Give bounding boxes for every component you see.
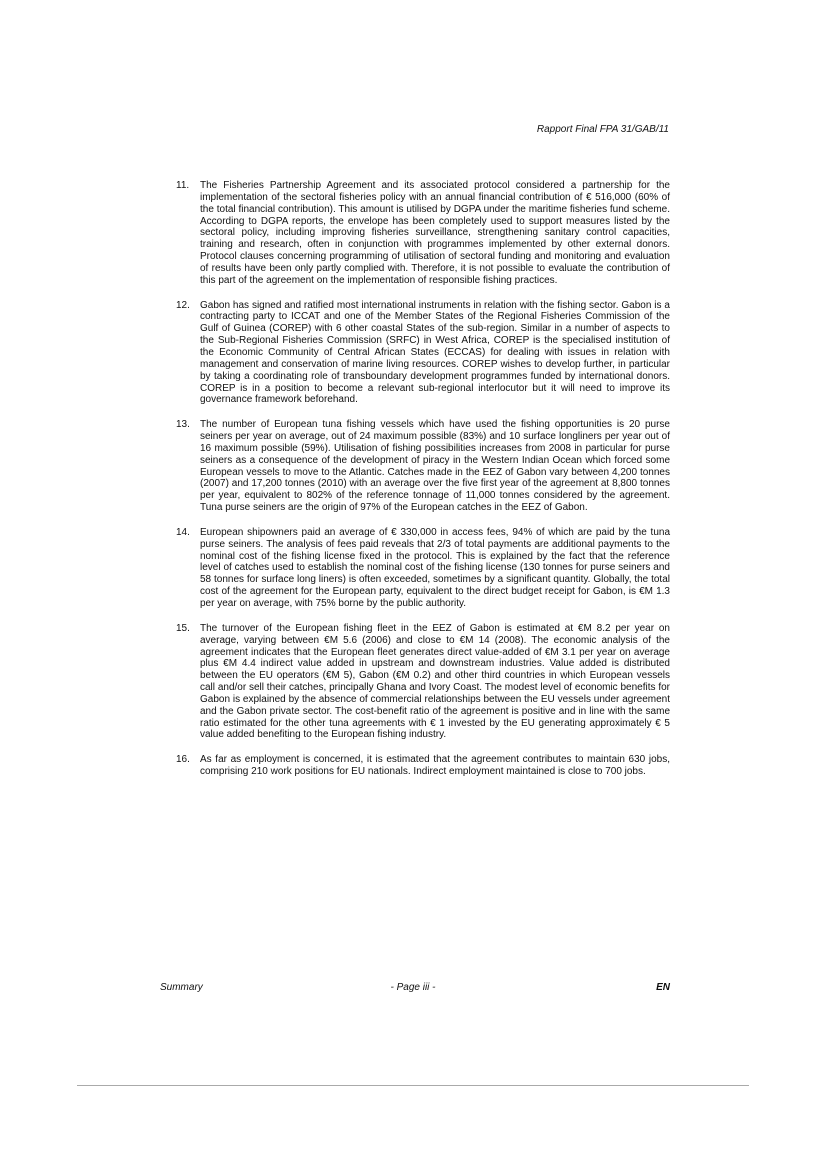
footer-section-label: Summary	[160, 982, 203, 993]
paragraph-item	[176, 754, 670, 778]
footer-language-code: EN	[656, 982, 670, 993]
paragraph-number: 14.	[176, 526, 190, 538]
paragraph-text: European shipowners paid an average of € 330,000 in access fees, 94% of which are paid by the tuna purse seiners. The analysis of fees paid reveals that 2/3 of total payments are additional payments to the nominal cost of the fishing license fixed in the protocol. This is explained by the fact that the reference level of catches used to establish the nominal cost of the fishing license (130 tonnes for purse seiners and 58 tonnes for surface long liners) is often exceeded, sometimes by a significant quantity. Globally, the total cost of the agreement for the European party, equivalent to the direct budget receipt for Gabon, is €M 1.3 per year on average, with 75% borne by the public authority.	[200, 526, 670, 609]
paragraph-item	[176, 180, 670, 287]
paragraph-number: 12.	[176, 299, 190, 311]
paragraph-number: 15.	[176, 622, 190, 634]
paragraph-item	[176, 300, 670, 407]
paragraph-text: The Fisheries Partnership Agreement and its associated protocol considered a partnership for the implementation of the sectoral fisheries policy with an annual financial contribution of € 516,000 (60% of the total financial contribution). This amount is utilised by DGPA under the maritime fisheries fund scheme. According to DGPA reports, the envelope has been completely used to support measures listed by the sectoral policy, including improving fisheries surveillance, strengthening sanitary control capacities, training and research, often in conjunction with programmes implemented by other external donors. Protocol clauses concerning programming of utilisation of sectoral funding and monitoring and evaluation of results have been only partly complied with. Therefore, it is not possible to evaluate the contribution of this part of the agreement on the implementation of responsible fishing practices.	[200, 180, 670, 286]
paragraph-number: 16.	[176, 754, 190, 766]
footer-page-number: - Page iii -	[390, 982, 436, 993]
paragraph-text: The number of European tuna fishing vessels which have used the fishing opportunities is 20 purse seiners per year on average, out of 24 maximum possible (83%) and 10 surface longliners per year out of 16 maximum possible (59%). Utilisation of fishing possibilities increases from 2008 in particular for purse seiners as a consequence of the development of piracy in the Western Indian Ocean which forced some European vessels to move to the Atlantic. Catches made in the EEZ of Gabon vary between 4,200 tonnes (2007) and 17,200 tonnes (2010) with an average over the five first year of the agreement at 8,800 tonnes per year, equivalent to 802% of the reference tonnage of 11,000 tonnes considered by the agreement. Tuna purse seiners are the origin of 97% of the European catches in the EEZ of Gabon.	[200, 419, 670, 514]
paragraph-item	[176, 623, 670, 741]
paragraph-item	[176, 419, 670, 514]
page-bottom-divider	[77, 1085, 749, 1086]
paragraph-text: As far as employment is concerned, it is estimated that the agreement contributes to maintain 630 jobs, comprising 210 work positions for EU nationals. Indirect employment maintained is close to 700 jobs.	[200, 754, 670, 778]
paragraph-text: The turnover of the European fishing fleet in the EEZ of Gabon is estimated at €M 8.2 per year on average, varying between €M 5.6 (2006) and close to €M 14 (2008). The economic analysis of the agreement indicates that the European fleet generates direct value-added of €M 3.1 per year on average plus €M 4.4 indirect value added in upstream and downstream industries. Value added is distributed between the EU operators (€M 5), Gabon (€M 0.2) and other third countries in which European vessels call and/or sell their catches, principally Ghana and Ivory Coast. The modest level of economic benefits for Gabon is explained by the absence of commercial relationships between the EU vessels under agreement and the Gabon private sector. The cost-benefit ratio of the agreement is positive and in line with the same ratio estimated for the other tuna agreements with € 1 invested by the EU generating approximately € 5 value added benefiting to the European fishing industry.	[200, 622, 670, 741]
paragraph-number: 11.	[176, 180, 190, 191]
paragraph-text: Gabon has signed and ratified most international instruments in relation with the fishing sector. Gabon is a contracting party to ICCAT and one of the Member States of the Regional Fisheries Commission of the Gulf of Guinea (COREP) with 6 other coastal States of the sub-region. Similar in a number of aspects to the Sub-Regional Fisheries Commission (SRFC) in West Africa, COREP is the specialised institution of the Economic Community of Central African States (ECCAS) for dealing with issues in relation with management and conservation of marine living resources. COREP wishes to develop further, in particular by taking a coordinating role of transboundary development programmes funded by international donors. COREP is in a position to become a relevant sub-regional interlocutor but it will need to improve its governance framework beforehand.	[200, 299, 670, 406]
summary-paragraph-list	[176, 180, 670, 791]
paragraph-item	[176, 527, 670, 610]
paragraph-number: 13.	[176, 419, 190, 431]
running-header: Rapport Final FPA 31/GAB/11	[536, 124, 669, 135]
